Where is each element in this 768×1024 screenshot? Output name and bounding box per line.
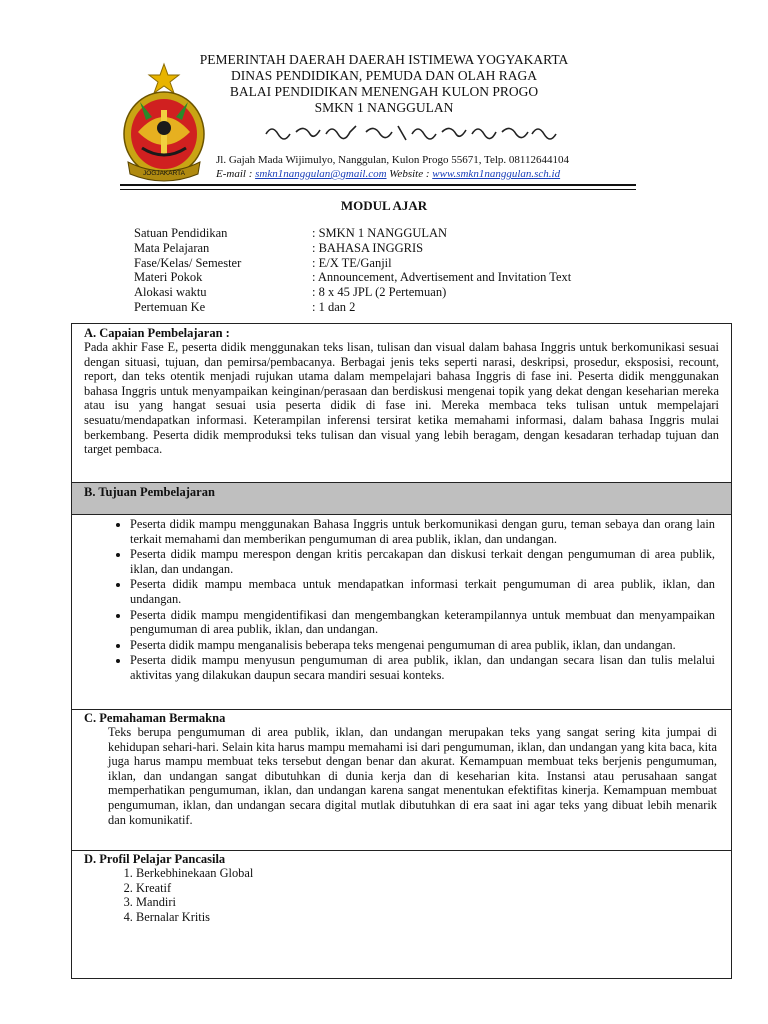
meta-row	[134, 256, 571, 271]
meta-value: : Announcement, Advertisement and Invitation Text	[312, 270, 572, 285]
list-item: • Peserta didik mampu merespon dengan kritis percakapan dan diskusi terkait dengan pengumuman di area publik, iklan, dan undangan.	[130, 547, 715, 576]
section-b-title: B. Tujuan Pembelajaran	[84, 485, 215, 499]
meta-value: : BAHASA INGGRIS	[312, 240, 424, 255]
meta-label: Mata Pelajaran	[134, 240, 210, 255]
meta-value: : 8 x 45 JPL (2 Pertemuan)	[312, 285, 447, 300]
meta-row	[134, 270, 571, 285]
meta-row	[134, 241, 571, 256]
meta-value: : E/X TE/Ganjil	[312, 255, 392, 270]
section-capaian	[71, 323, 732, 483]
section-a-text: Pada akhir Fase E, peserta didik menggunakan teks lisan, tulisan dan visual dalam bahasa Inggris untuk berkomunikasi sesuai dengan situasi, tujuan, dan pemirsa/pembacanya. Berbagai jenis teks seperti narasi, deskripsi, prosedur, eksposisi, recount, report, dan teks otentik menjadi rujukan utama dalam mempelajari bahasa Inggris di fase ini. Peserta didik menggunakan bahasa Inggris untuk menyampaikan keinginan/perasaan dan berdiskusi mengenai topik yang dekat dengan keseharian mereka atau isu yang hangat sesuai usia peserta didik di fase ini. Mereka membaca teks tulisan untuk mempelajari sesuatu/mendapatkan informasi. Keterampilan inferensi tersirat ketika memahami informasi, dalam bahasa Inggris mulai berkembang. Peserta didik memproduksi teks tulisan dan visual yang lebih beragam, dengan kesadaran terhadap tujuan dan target pembaca.	[84, 340, 719, 457]
logo-banner-text: JOGJAKARTA	[142, 170, 186, 177]
list-item: • Peserta didik mampu mengidentifikasi dan mengembangkan keterampilannya untuk membuat dan menyampaikan pengumuman di area publik, iklan, dan undangan.	[130, 608, 715, 637]
list-item: 2. Kreatif	[136, 881, 719, 896]
email-label: E-mail :	[216, 168, 256, 180]
list-item: 1. Berkebhinekaan Global	[136, 866, 719, 881]
header-rule-thick	[120, 184, 636, 186]
header-line-1: PEMERINTAH DAERAH DAERAH ISTIMEWA YOGYAKARTA	[199, 52, 569, 67]
header-rule-thin	[120, 189, 636, 190]
list-item: 3. Mandiri	[136, 895, 719, 910]
website-label: Website :	[386, 168, 433, 180]
list-item: • Peserta didik mampu membaca untuk mendapatkan informasi terkait pengumuman di area publik, iklan, dan undangan.	[130, 577, 715, 606]
meta-row	[134, 226, 571, 241]
section-d-title: D. Profil Pelajar Pancasila	[84, 852, 226, 866]
section-a-title: A. Capaian Pembelajaran :	[84, 326, 230, 340]
website-link[interactable]: www.smkn1nanggulan.sch.id	[432, 168, 561, 180]
meta-label: Satuan Pendidikan	[134, 226, 228, 240]
contact-line	[216, 167, 636, 181]
meta-value: : SMKN 1 NANGGULAN	[312, 226, 448, 240]
email-link[interactable]: smkn1nanggulan@gmail.com	[255, 168, 387, 180]
header-line-2: DINAS PENDIDIKAN, PEMUDA DAN OLAH RAGA	[231, 68, 537, 83]
meta-label: Materi Pokok	[134, 270, 203, 285]
meta-row	[134, 285, 571, 300]
list-item: • Peserta didik mampu menggunakan Bahasa Inggris untuk berkomunikasi dengan guru, teman sebaya dan orang lain terkait memahami dan memberikan pengumuman di area publik, iklan, dan undangan.	[130, 517, 715, 546]
meta-label: Fase/Kelas/ Semester	[134, 255, 242, 270]
school-address: Jl. Gajah Mada Wijimulyo, Nanggulan, Kulon Progo 55671, Telp. 08112644104	[216, 154, 569, 166]
section-tujuan-list	[71, 514, 732, 710]
header-line-3: BALAI PENDIDIKAN MENENGAH KULON PROGO	[229, 84, 539, 99]
javanese-script-graphic	[262, 118, 562, 144]
section-profil	[71, 850, 732, 979]
list-item: • Peserta didik mampu menganalisis beberapa teks mengenai pengumuman di area publik, iklan, dan undangan.	[130, 638, 715, 653]
list-item: • Peserta didik mampu menyusun pengumuman di area publik, iklan, dan undangan secara lisan dan tulis melalui aktivitas yang dilakukan daupun secara mandiri sesuai konteks.	[130, 653, 715, 682]
section-pemahaman	[71, 709, 732, 851]
document-title: MODUL AJAR	[340, 198, 428, 213]
section-tujuan-header	[71, 482, 732, 515]
section-c-text: Teks berupa pengumuman di area publik, iklan, dan undangan merupakan teks yang sangat sering kita jumpai di kehidupan sehari-hari. Selain kita harus mampu memahami isi dari pengumuman, iklan, dan undangan yang kita baca, kita juga harus mampu membuat teks tersebut dengan benar dan akurat. Kemampuan membuat teks berjenis pengumuman, iklan, dan undangan sangat dibutuhkan di dunia kerja dan di keseharian kita. Instansi atau perusahaan sangat memperhatikan pengumuman, iklan, dan undangan karena sangat menentukan efektifitas kinerja. Kemampuan membuat pengumuman, iklan, dan undangan secara digital mutlak dibutuhkan di era saat ini agar teks yang dibuat lebih menarik dan komunikatif.	[108, 725, 717, 827]
meta-value: : 1 dan 2	[312, 299, 356, 314]
meta-label: Alokasi waktu	[134, 285, 207, 300]
header-line-4: SMKN 1 NANGGULAN	[314, 100, 454, 115]
meta-row	[134, 300, 571, 315]
meta-table	[134, 226, 571, 315]
section-c-title: C. Pemahaman Bermakna	[84, 711, 226, 725]
meta-label: Pertemuan Ke	[134, 299, 206, 314]
list-item: 4. Bernalar Kritis	[136, 910, 719, 925]
